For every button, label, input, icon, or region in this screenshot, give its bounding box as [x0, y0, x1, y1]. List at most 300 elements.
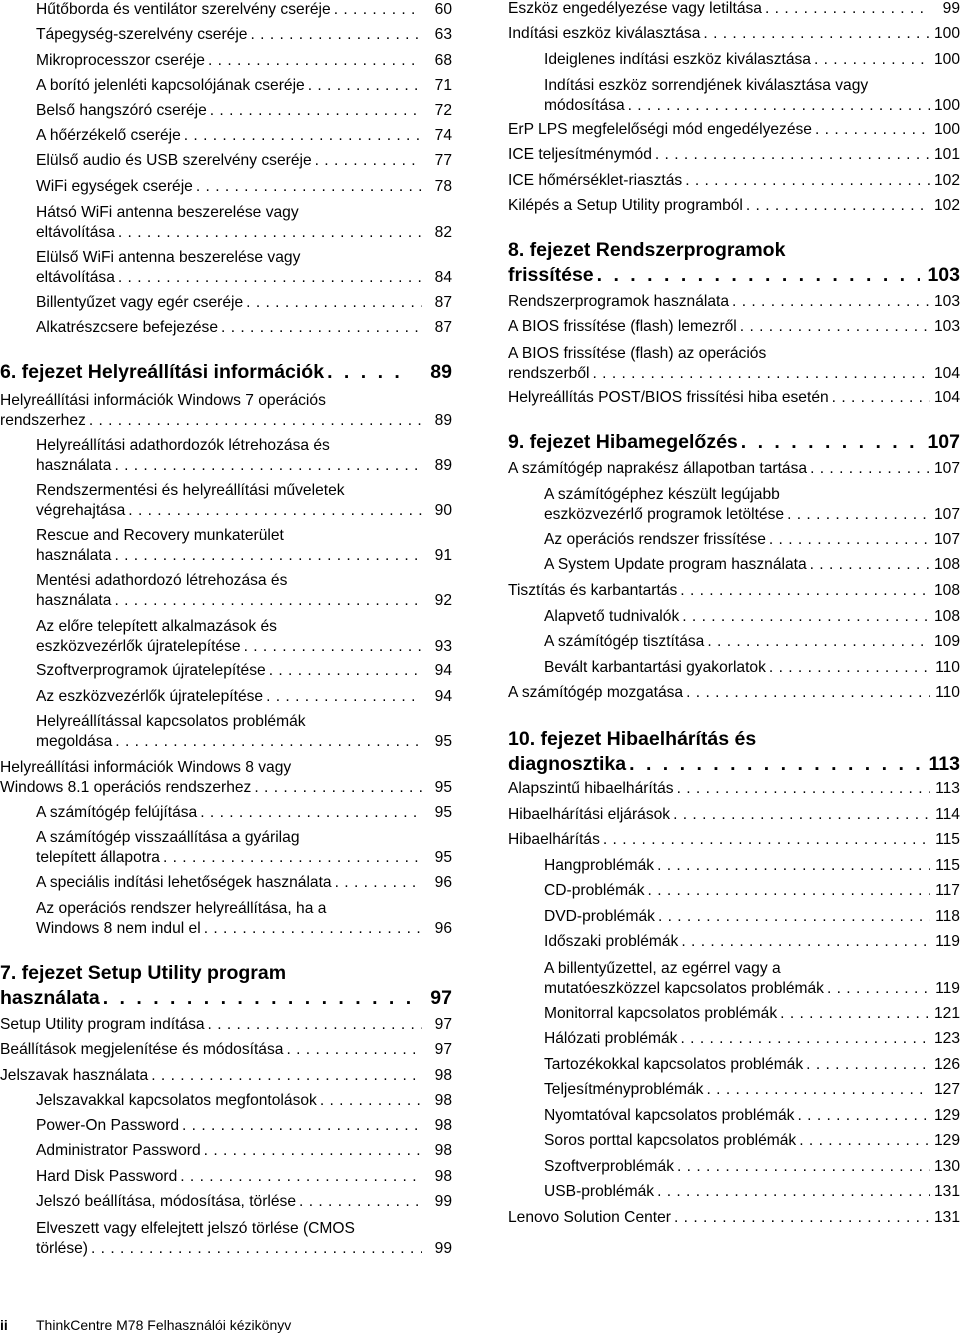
- toc-title: Eszköz engedélyezése vagy letiltása: [508, 0, 762, 17]
- toc-entry[interactable]: [544, 959, 960, 999]
- toc-title-line: Elülső WiFi antenna beszerelése vagy: [36, 249, 301, 266]
- dot-leader: [680, 581, 930, 601]
- toc-entry[interactable]: [36, 873, 452, 893]
- dot-leader: [597, 263, 920, 288]
- dot-leader: [685, 171, 930, 191]
- toc-entry-line: [36, 0, 452, 20]
- toc-entry[interactable]: [36, 712, 452, 752]
- toc-title: Power-On Password: [36, 1117, 179, 1134]
- toc-title-line: A BIOS frissítése (flash) az operációs: [508, 345, 767, 362]
- toc-page-number: 107: [933, 460, 960, 477]
- toc-entry[interactable]: [544, 1157, 960, 1177]
- toc-page-number: 93: [434, 638, 452, 655]
- toc-chapter-heading[interactable]: [0, 961, 452, 1011]
- toc-entry-line: [544, 1029, 960, 1049]
- toc-title: A speciális indítási lehetőségek használata: [36, 874, 332, 891]
- toc-entry[interactable]: [36, 1167, 452, 1187]
- dot-leader: [592, 364, 930, 384]
- toc-entry[interactable]: [36, 899, 452, 939]
- toc-title: Szoftverproblémák: [544, 1158, 675, 1175]
- toc-title-line: Hátsó WiFi antenna beszerelése vagy: [36, 204, 299, 221]
- toc-entry-line: [508, 317, 960, 337]
- toc-entry-line: [544, 1080, 960, 1100]
- toc-entry[interactable]: [36, 1091, 452, 1111]
- toc-entry[interactable]: [544, 1029, 960, 1049]
- toc-chapter-heading[interactable]: [0, 360, 452, 385]
- toc-entry-line: [36, 51, 452, 71]
- toc-page-number: 104: [933, 389, 960, 406]
- toc-page-number: 103: [933, 293, 960, 310]
- toc-title: A számítógép tisztítása: [544, 633, 705, 650]
- dot-leader: [740, 317, 930, 337]
- toc-entry[interactable]: [508, 145, 960, 165]
- dot-leader: [769, 658, 930, 678]
- toc-entry[interactable]: [544, 530, 960, 550]
- toc-title: Az operációs rendszer frissítése: [544, 531, 766, 548]
- toc-entry[interactable]: [36, 76, 452, 96]
- toc-page-number: 107: [927, 431, 960, 453]
- toc-title: eltávolítása: [36, 224, 115, 241]
- dot-leader: [658, 907, 930, 927]
- toc-entry[interactable]: [544, 50, 960, 70]
- toc-entry-line: [544, 881, 960, 901]
- dot-leader: [89, 411, 422, 431]
- toc-entry-line: [544, 658, 960, 678]
- toc-title: Billentyűzet vagy egér cseréje: [36, 294, 244, 311]
- toc-entry[interactable]: [36, 1192, 452, 1212]
- toc-entry-line: [544, 979, 960, 999]
- toc-title: Monitorral kapcsolatos problémák: [544, 1005, 778, 1022]
- toc-entry-line: [508, 459, 960, 479]
- toc-title: Beállítások megjelenítése és módosítása: [0, 1041, 284, 1058]
- toc-entry[interactable]: [36, 436, 452, 476]
- toc-page-number: 101: [933, 146, 960, 163]
- toc-title: 6. fejezet Helyreállítási információk: [0, 361, 325, 383]
- toc-page-number: 82: [434, 224, 452, 241]
- toc-entry-line: [544, 607, 960, 627]
- toc-entry[interactable]: [544, 881, 960, 901]
- toc-title: Elülső audio és USB szerelvény cseréje: [36, 152, 312, 169]
- toc-page-number: 119: [935, 933, 960, 950]
- toc-entry[interactable]: [36, 248, 452, 288]
- toc-title: Windows 8.1 operációs rendszerhez: [0, 779, 252, 796]
- toc-page-number: 97: [430, 987, 452, 1009]
- toc-entry-line: [0, 1040, 452, 1060]
- toc-page-number: 107: [933, 506, 960, 523]
- dot-leader: [163, 848, 422, 868]
- dot-leader: [315, 151, 422, 171]
- toc-page-number: 94: [434, 688, 452, 705]
- toc-page-number: 96: [434, 920, 452, 937]
- toc-entry-line: [508, 120, 960, 140]
- toc-page-number: 118: [935, 908, 960, 925]
- toc-entry-line: [36, 1239, 452, 1259]
- toc-entry[interactable]: [36, 0, 452, 20]
- toc-title: Rendszerprogramok használata: [508, 293, 730, 310]
- toc-page-number: 95: [434, 849, 452, 866]
- toc-entry[interactable]: [0, 1040, 452, 1060]
- toc-page-number: 98: [434, 1168, 452, 1185]
- toc-title-line: Az operációs rendszer helyreállítása, ha a: [36, 900, 327, 917]
- toc-entry-line: [0, 411, 452, 431]
- dot-leader: [115, 732, 422, 752]
- toc-page-number: 72: [434, 102, 452, 119]
- toc-page-number: 126: [933, 1056, 960, 1073]
- toc-title: frissítése: [508, 264, 594, 286]
- dot-leader: [706, 1080, 930, 1100]
- dot-leader: [103, 986, 412, 1011]
- toc-title: Jelszó beállítása, módosítása, törlése: [36, 1193, 297, 1210]
- toc-entry[interactable]: [0, 1015, 452, 1035]
- dot-leader: [266, 687, 422, 707]
- toc-page-number: 98: [434, 1067, 452, 1084]
- toc-page-number: 98: [434, 1092, 452, 1109]
- toc-chapter-heading[interactable]: [508, 727, 960, 777]
- toc-title: ErP LPS megfelelőségi mód engedélyezése: [508, 121, 812, 138]
- toc-entry-line: [36, 1091, 452, 1111]
- dot-leader: [204, 919, 422, 939]
- toc-entry-line: [36, 126, 452, 146]
- toc-title-line: 8. fejezet Rendszerprogramok: [508, 239, 786, 261]
- toc-title: Nyomtatóval kapcsolatos problémák: [544, 1107, 795, 1124]
- toc-page-number: 95: [434, 779, 452, 796]
- toc-title: Setup Utility program indítása: [0, 1016, 205, 1033]
- toc-page-number: 89: [430, 361, 452, 383]
- toc-entry[interactable]: [508, 120, 960, 140]
- toc-entry[interactable]: [544, 1106, 960, 1126]
- toc-entry[interactable]: [0, 391, 452, 431]
- toc-page-number: 123: [933, 1030, 960, 1047]
- toc-entry-line: [0, 1015, 452, 1035]
- toc-title: Hangproblémák: [544, 857, 655, 874]
- toc-page-number: 77: [434, 152, 452, 169]
- toc-page-number: 89: [434, 412, 452, 429]
- toc-entry-line: [544, 1157, 960, 1177]
- toc-entry[interactable]: [508, 683, 960, 703]
- toc-page-number: 113: [928, 753, 960, 775]
- toc-entry[interactable]: [544, 1055, 960, 1075]
- toc-entry-line: [36, 848, 452, 868]
- toc-title-line: Rendszermentési és helyreállítási műveletek: [36, 482, 345, 499]
- dot-leader: [286, 1040, 422, 1060]
- toc-entry-line: [508, 1208, 960, 1228]
- toc-page-number: 87: [434, 319, 452, 336]
- toc-title: Indítási eszköz kiválasztása: [508, 25, 701, 42]
- toc-page-number: 100: [933, 97, 960, 114]
- toc-entry-line: [36, 25, 452, 45]
- toc-title: Teljesítményproblémák: [544, 1081, 704, 1098]
- toc-entry[interactable]: [36, 828, 452, 868]
- toc-page-number: 102: [933, 197, 960, 214]
- toc-entry[interactable]: [0, 758, 452, 798]
- dot-leader: [657, 856, 930, 876]
- toc-entry[interactable]: [544, 658, 960, 678]
- dot-leader: [703, 24, 930, 44]
- toc-entry[interactable]: [36, 1116, 452, 1136]
- toc-page-number: 94: [434, 662, 452, 679]
- toc-page-number: 109: [933, 633, 960, 650]
- toc-entry[interactable]: [508, 1208, 960, 1228]
- toc-entry[interactable]: [544, 1004, 960, 1024]
- toc-title: Soros porttal kapcsolatos problémák: [544, 1132, 797, 1149]
- toc-chapter-heading[interactable]: [508, 430, 960, 455]
- toc-title-line: A billentyűzettel, az egérrel vagy a: [544, 960, 781, 977]
- toc-entry[interactable]: [544, 1182, 960, 1202]
- dot-leader: [677, 779, 930, 799]
- toc-entry-line: [508, 805, 960, 825]
- toc-entry[interactable]: [508, 292, 960, 312]
- toc-entry-line: [36, 101, 452, 121]
- toc-title: eszközvezérlők újratelepítése: [36, 638, 241, 655]
- toc-entry[interactable]: [36, 126, 452, 146]
- toc-entry-line: [36, 661, 452, 681]
- toc-title: Alapvető tudnivalók: [544, 608, 680, 625]
- toc-entry[interactable]: [508, 344, 960, 384]
- toc-title-line: A számítógép visszaállítása a gyárilag: [36, 829, 300, 846]
- dot-leader: [244, 637, 422, 657]
- toc-entry-line: [508, 430, 960, 455]
- toc-page-number: 92: [434, 592, 452, 609]
- toc-entry-line: [0, 778, 452, 798]
- toc-page-number: 110: [935, 684, 960, 701]
- toc-page-number: 95: [434, 804, 452, 821]
- toc-entry-line: [36, 873, 452, 893]
- toc-entry[interactable]: [36, 617, 452, 657]
- toc-entry[interactable]: [544, 76, 960, 116]
- toc-entry[interactable]: [508, 24, 960, 44]
- toc-entry-line: [544, 96, 960, 116]
- toc-entry-line: [36, 223, 452, 243]
- toc-entry[interactable]: [508, 581, 960, 601]
- toc-page-number: 68: [434, 52, 452, 69]
- dot-leader: [815, 120, 930, 140]
- toc-title: Windows 8 nem indul el: [36, 920, 201, 937]
- dot-leader: [673, 805, 930, 825]
- toc-page-number: 97: [434, 1041, 452, 1058]
- toc-entry[interactable]: [36, 293, 452, 313]
- dot-leader: [746, 196, 930, 216]
- toc-entry-line: [36, 591, 452, 611]
- toc-entry-line: [544, 555, 960, 575]
- dot-leader: [806, 1055, 930, 1075]
- toc-entry[interactable]: [36, 51, 452, 71]
- toc-entry[interactable]: [508, 0, 960, 19]
- toc-entry[interactable]: [508, 779, 960, 799]
- toc-title: A hőérzékelő cseréje: [36, 127, 181, 144]
- toc-page-number: 63: [434, 26, 452, 43]
- toc-entry[interactable]: [36, 203, 452, 243]
- toc-title: Mikroprocesszor cseréje: [36, 52, 205, 69]
- toc-title: eltávolítása: [36, 269, 115, 286]
- dot-leader: [628, 96, 930, 116]
- toc-entry[interactable]: [544, 932, 960, 952]
- toc-title: A számítógép mozgatása: [508, 684, 684, 701]
- toc-entry-line: [36, 318, 452, 338]
- dot-leader: [210, 101, 422, 121]
- toc-entry-line: [36, 1167, 452, 1187]
- dot-leader: [91, 1239, 422, 1259]
- toc-title: WiFi egységek cseréje: [36, 178, 193, 195]
- toc-title: Belső hangszóró cseréje: [36, 102, 207, 119]
- toc-page-number: 119: [935, 980, 960, 997]
- dot-leader: [674, 1208, 930, 1228]
- toc-entry-line: [36, 1141, 452, 1161]
- toc-entry-line: [508, 364, 960, 384]
- dot-leader: [204, 1141, 422, 1161]
- toc-entry-line: [36, 1192, 452, 1212]
- toc-entry[interactable]: [544, 485, 960, 525]
- toc-entry-line: [36, 732, 452, 752]
- toc-entry[interactable]: [544, 1080, 960, 1100]
- dot-leader: [118, 223, 422, 243]
- toc-entry-line: [544, 907, 960, 927]
- toc-entry[interactable]: [36, 803, 452, 823]
- toc-entry[interactable]: [544, 856, 960, 876]
- toc-title-line: Helyreállítási információk Windows 8 vagy: [0, 759, 292, 776]
- toc-page-number: 121: [933, 1005, 960, 1022]
- toc-title-line: Helyreállítással kapcsolatos problémák: [36, 713, 306, 730]
- toc-entry[interactable]: [36, 481, 452, 521]
- toc-entry-line: [508, 263, 960, 288]
- toc-entry-line: [544, 1131, 960, 1151]
- toc-entry[interactable]: [544, 607, 960, 627]
- toc-entry-line: [36, 919, 452, 939]
- toc-entry[interactable]: [36, 25, 452, 45]
- toc-page-number: 127: [933, 1081, 960, 1098]
- toc-page-number: 95: [434, 733, 452, 750]
- toc-title: mutatóeszközzel kapcsolatos problémák: [544, 980, 824, 997]
- toc-entry-line: [544, 1182, 960, 1202]
- toc-page-number: 103: [927, 264, 960, 286]
- toc-entry[interactable]: [508, 388, 960, 408]
- toc-entry-line: [544, 932, 960, 952]
- toc-title: Alapszintű hibaelhárítás: [508, 780, 674, 797]
- toc-page-number: 89: [434, 457, 452, 474]
- dot-leader: [680, 1029, 930, 1049]
- toc-page-number: 102: [933, 172, 960, 189]
- dot-leader: [246, 293, 422, 313]
- dot-leader: [114, 546, 422, 566]
- toc-title: ICE teljesítménymód: [508, 146, 652, 163]
- dot-leader: [320, 1091, 422, 1111]
- toc-entry-line: [544, 632, 960, 652]
- toc-entry-line: [508, 24, 960, 44]
- dot-leader: [182, 1116, 422, 1136]
- toc-entry[interactable]: [508, 805, 960, 825]
- toc-entry[interactable]: [36, 151, 452, 171]
- dot-leader: [810, 555, 930, 575]
- toc-entry[interactable]: [508, 171, 960, 191]
- toc-title: Hibaelhárítási eljárások: [508, 806, 671, 823]
- toc-page-number: 129: [933, 1132, 960, 1149]
- toc-entry[interactable]: [36, 571, 452, 611]
- toc-title: Alkatrészcsere befejezése: [36, 319, 219, 336]
- toc-title: használata: [0, 987, 100, 1009]
- dot-leader: [184, 126, 422, 146]
- toc-entry[interactable]: [0, 1066, 452, 1086]
- dot-leader: [250, 25, 422, 45]
- toc-entry[interactable]: [544, 632, 960, 652]
- toc-entry[interactable]: [36, 101, 452, 121]
- toc-title: Tartozékokkal kapcsolatos problémák: [544, 1056, 804, 1073]
- dot-leader: [657, 1182, 930, 1202]
- toc-entry-line: [0, 986, 452, 1011]
- toc-entry[interactable]: [508, 830, 960, 850]
- toc-title-line: 7. fejezet Setup Utility program: [0, 962, 287, 984]
- toc-title: végrehajtása: [36, 502, 126, 519]
- toc-page-number: 71: [434, 77, 452, 94]
- toc-title: 9. fejezet Hibamegelőzés: [508, 431, 738, 453]
- dot-leader: [208, 1015, 422, 1035]
- toc-page-number: 98: [434, 1142, 452, 1159]
- dot-leader: [254, 778, 422, 798]
- toc-chapter-heading[interactable]: [508, 238, 960, 288]
- toc-entry-line: [0, 360, 452, 385]
- toc-entry-line: [508, 779, 960, 799]
- toc-entry[interactable]: [508, 196, 960, 216]
- toc-entry-line: [508, 196, 960, 216]
- toc-title: Jelszavakkal kapcsolatos megfontolások: [36, 1092, 317, 1109]
- toc-page-number: 60: [434, 1, 452, 18]
- dot-leader: [780, 1004, 930, 1024]
- dot-leader: [682, 607, 930, 627]
- toc-page-number: 108: [933, 582, 960, 599]
- toc-entry[interactable]: [36, 1141, 452, 1161]
- toc-entry[interactable]: [508, 459, 960, 479]
- dot-leader: [741, 430, 920, 455]
- toc-entry[interactable]: [36, 177, 452, 197]
- dot-leader: [200, 803, 422, 823]
- toc-entry-line: [544, 530, 960, 550]
- dot-leader: [732, 292, 930, 312]
- toc-page-number: 115: [935, 857, 960, 874]
- toc-title: törlése): [36, 1240, 88, 1257]
- toc-entry[interactable]: [36, 318, 452, 338]
- toc-entry[interactable]: [36, 1219, 452, 1259]
- dot-leader: [814, 50, 930, 70]
- toc-entry-line: [36, 546, 452, 566]
- toc-entry-line: [544, 1055, 960, 1075]
- toc-page-number: 91: [434, 547, 452, 564]
- toc-page-number: 90: [434, 502, 452, 519]
- toc-entry[interactable]: [544, 1131, 960, 1151]
- toc-entry[interactable]: [36, 661, 452, 681]
- dot-leader: [797, 1106, 930, 1126]
- toc-page-number: 103: [933, 318, 960, 335]
- toc-title-line: Az előre telepített alkalmazások és: [36, 618, 277, 635]
- toc-title: CD-problémák: [544, 882, 645, 899]
- toc-title: Szoftverprogramok újratelepítése: [36, 662, 266, 679]
- toc-entry[interactable]: [544, 555, 960, 575]
- toc-page-number: 131: [933, 1209, 960, 1226]
- toc-entry[interactable]: [508, 317, 960, 337]
- toc-title: Hibaelhárítás: [508, 831, 600, 848]
- toc-entry-line: [544, 1106, 960, 1126]
- dot-leader: [118, 268, 422, 288]
- toc-page-number: 78: [434, 178, 452, 195]
- footer-page-number: ii: [0, 1317, 8, 1333]
- toc-title-line: Rescue and Recovery munkaterület: [36, 527, 284, 544]
- toc-entry-line: [544, 856, 960, 876]
- toc-title-line: A számítógéphez készült legújabb: [544, 486, 780, 503]
- toc-entry[interactable]: [36, 687, 452, 707]
- toc-entry[interactable]: [36, 526, 452, 566]
- toc-entry-line: [36, 456, 452, 476]
- dot-leader: [655, 145, 930, 165]
- toc-entry[interactable]: [544, 907, 960, 927]
- dot-leader: [765, 0, 930, 19]
- toc-title-line: Indítási eszköz sorrendjének kiválasztása vagy: [544, 77, 869, 94]
